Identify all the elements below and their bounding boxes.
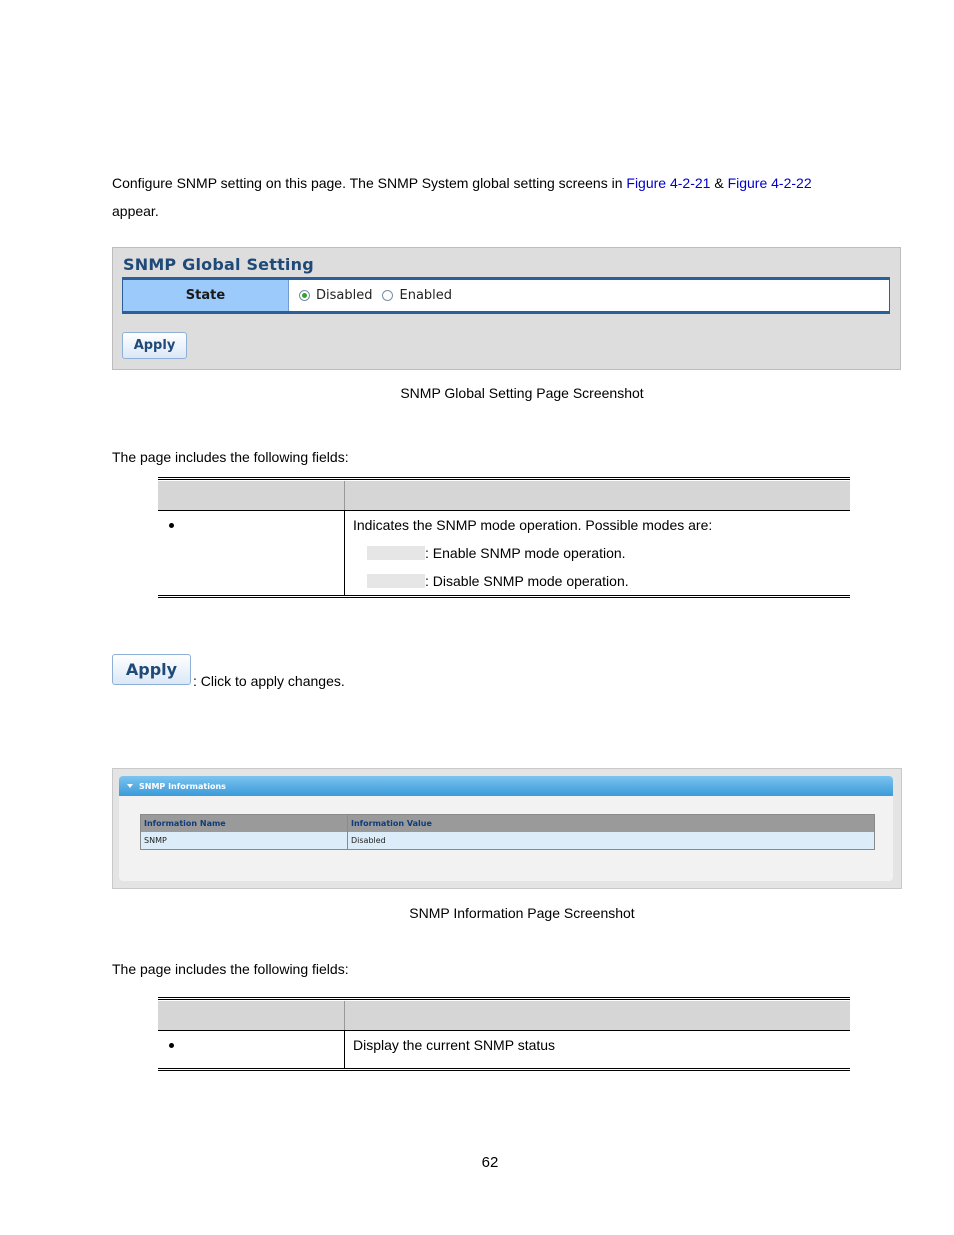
state-options <box>289 280 890 311</box>
information-title: SNMP Informations <box>139 781 226 791</box>
mode-disable-line <box>367 573 629 589</box>
mode-enable-line <box>367 545 626 561</box>
radio-unselected-icon[interactable] <box>382 290 393 301</box>
table-row <box>158 511 850 595</box>
radio-selected-icon[interactable] <box>299 290 310 301</box>
figure-link-4-2-21[interactable]: Figure 4-2-21 <box>626 175 711 191</box>
state-option-enabled-label: Enabled <box>399 288 453 303</box>
figure-caption-global: SNMP Global Setting Page Screenshot <box>400 385 644 401</box>
apply-button[interactable]: Apply <box>122 332 187 359</box>
mode-disable-text: : Disable SNMP mode operation. <box>425 573 629 589</box>
page-number: 62 <box>481 1154 499 1171</box>
state-radio-disabled[interactable] <box>299 288 372 303</box>
table-row <box>158 1031 850 1068</box>
table-header <box>158 481 850 510</box>
snmp-information-panel <box>112 768 902 889</box>
intro-continuation: appear. <box>112 203 159 219</box>
state-radio-enabled[interactable] <box>382 288 452 303</box>
field-description: Display the current SNMP status <box>353 1037 556 1053</box>
figure-link-4-2-22[interactable]: Figure 4-2-22 <box>727 175 812 191</box>
table-row <box>141 832 874 849</box>
info-name-cell: SNMP <box>141 832 348 849</box>
field-description: Indicates the SNMP mode operation. Possible modes are: <box>353 517 713 533</box>
collapse-triangle-icon[interactable] <box>127 784 133 788</box>
state-label: State <box>122 280 289 311</box>
state-option-disabled-label: Disabled <box>316 288 373 303</box>
fields-table-global <box>158 477 850 599</box>
intro-text: Configure SNMP setting on this page. The SNMP System global setting screens in <box>112 175 627 191</box>
table-header <box>158 1001 850 1030</box>
information-title-bar[interactable] <box>119 776 893 796</box>
information-table <box>140 814 875 850</box>
column-header-value: Information Value <box>351 819 432 828</box>
state-row <box>122 277 890 314</box>
apply-button-sample: Apply <box>112 654 191 685</box>
apply-note-text: : Click to apply changes. <box>193 673 345 689</box>
bullet-icon <box>169 1043 174 1048</box>
info-value-cell: Disabled <box>351 836 386 845</box>
snmp-global-setting-panel <box>112 247 901 370</box>
fields-intro: The page includes the following fields: <box>112 449 349 465</box>
intro-paragraph <box>112 175 812 191</box>
mode-enable-text: : Enable SNMP mode operation. <box>425 545 626 561</box>
mode-key-placeholder <box>367 574 425 588</box>
intro-amp: & <box>710 175 728 191</box>
mode-key-placeholder <box>367 546 425 560</box>
information-table-header <box>141 815 874 832</box>
panel-title: SNMP Global Setting <box>123 255 314 274</box>
fields-intro-2: The page includes the following fields: <box>112 961 349 977</box>
column-header-name: Information Name <box>141 815 348 832</box>
bullet-icon <box>169 523 174 528</box>
fields-table-information <box>158 997 850 1073</box>
figure-caption-information: SNMP Information Page Screenshot <box>409 905 635 921</box>
